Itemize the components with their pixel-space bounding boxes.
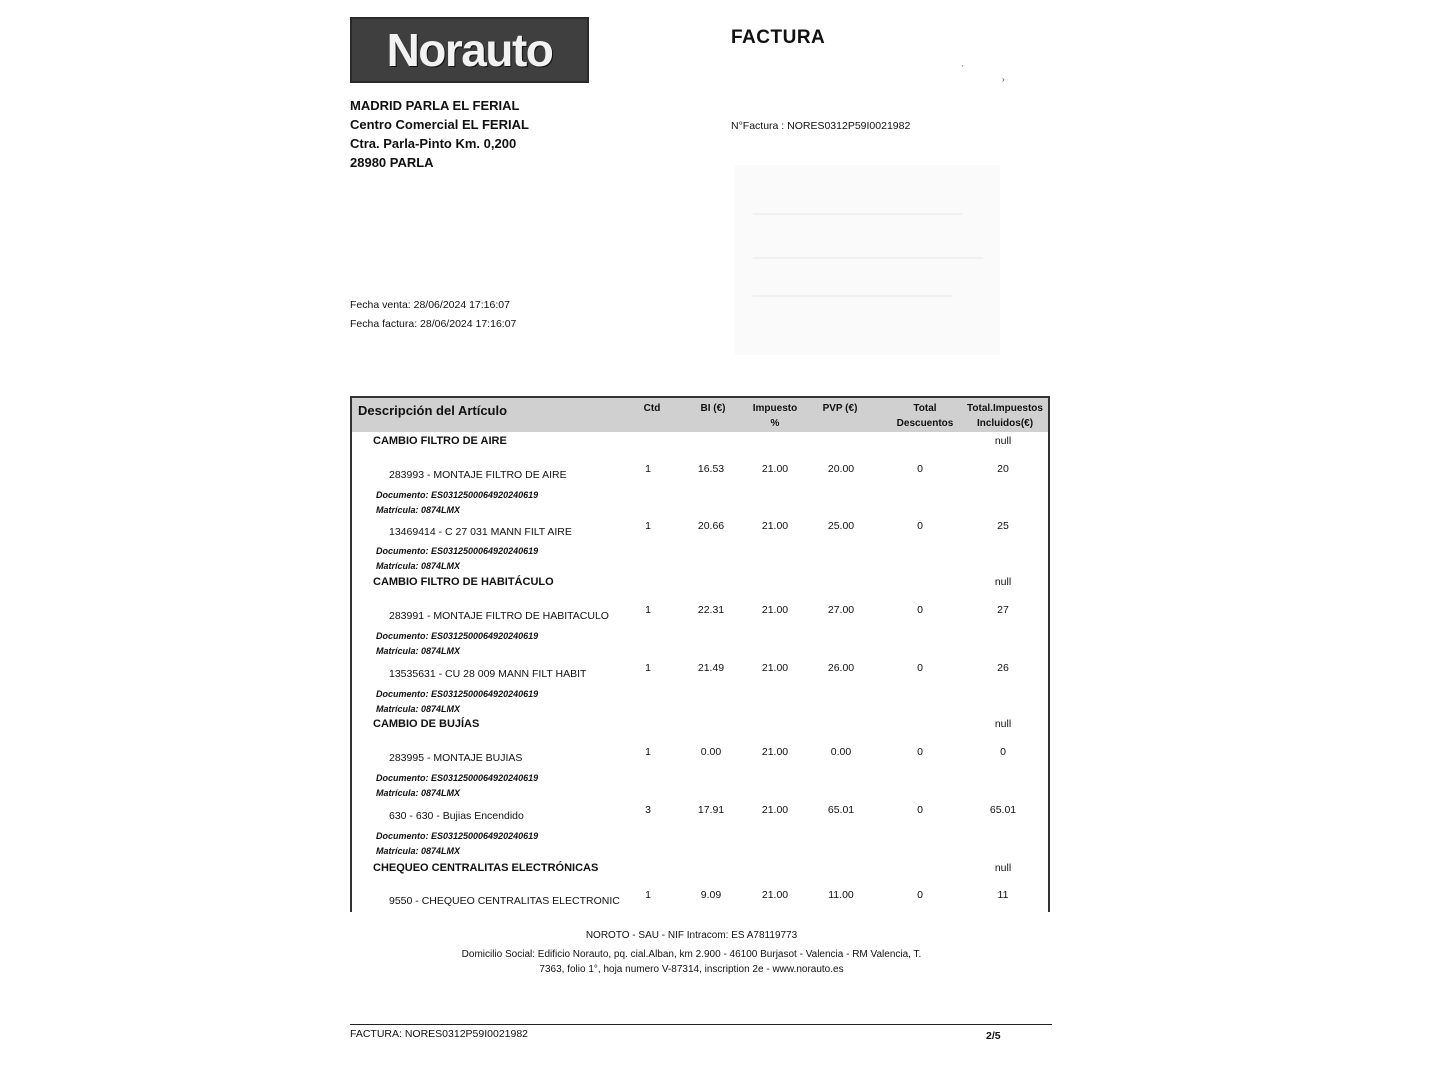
group-title: CAMBIO FILTRO DE AIRE [373, 435, 507, 447]
invoice-date: Fecha factura: 28/06/2024 17:16:07 [350, 318, 517, 330]
company-legal-line: NOROTO - SAU - NIF Intracom: ES A78119773 [585, 930, 798, 941]
column-header-discounts-line2: Descuentos [896, 418, 954, 429]
item-pvp: 26.00 [827, 662, 855, 674]
item-document: Documento: ES0312500064920240619 [376, 631, 539, 641]
item-plate: Matrícula: 0874LMX [376, 561, 461, 571]
item-plate: Matrícula: 0874LMX [376, 788, 461, 798]
document-title: FACTURA [731, 27, 826, 48]
item-bi: 17.91 [697, 804, 725, 816]
item-quantity: 1 [645, 604, 651, 616]
item-pvp: 11.00 [828, 889, 854, 901]
item-quantity: 1 [645, 520, 651, 532]
item-description: 13535631 - CU 28 009 MANN FILT HABIT [389, 668, 587, 680]
column-header-bi: BI (€) [700, 403, 726, 414]
item-discount: 0 [917, 662, 923, 674]
item-bi: 20.66 [697, 520, 725, 532]
item-discount: 0 [917, 463, 923, 475]
items-table [350, 396, 1050, 912]
footer-invoice-reference: FACTURA: NORES0312P59I0021982 [350, 1028, 529, 1040]
item-description: 13469414 - C 27 031 MANN FILT AIRE [389, 526, 572, 538]
item-bi: 9.09 [700, 889, 722, 901]
store-address-line: 28980 PARLA [350, 155, 434, 170]
registered-address-line: Domicilio Social: Edificio Norauto, pq. cial.Alban, km 2.900 - 46100 Burjasot - Valencia - RM Valencia, T. [461, 949, 922, 960]
item-total: 25 [997, 520, 1009, 532]
column-header-tax-line2: % [770, 418, 780, 429]
item-document: Documento: ES0312500064920240619 [376, 546, 539, 556]
scan-mark: ˏ [961, 58, 964, 67]
group-title: CAMBIO DE BUJÍAS [373, 718, 480, 730]
item-pvp: 65.01 [827, 804, 855, 816]
item-pvp: 20.00 [827, 463, 855, 475]
page-number: 2/5 [986, 1030, 1001, 1042]
column-header-total [960, 401, 1050, 431]
item-plate: Matrícula: 0874LMX [376, 704, 461, 714]
group-total: null [994, 862, 1012, 874]
item-total: 11 [997, 889, 1009, 901]
invoice-number: N°Factura : NORES0312P59I0021982 [731, 120, 911, 132]
item-tax: 21.00 [761, 889, 789, 901]
store-address-line: Ctra. Parla-Pinto Km. 0,200 [350, 136, 517, 151]
item-plate: Matrícula: 0874LMX [376, 846, 461, 856]
item-plate: Matrícula: 0874LMX [376, 505, 461, 515]
registry-line: 7363, folio 1°, hoja numero V-87314, inscription 2e - www.norauto.es [539, 964, 844, 975]
column-header-discounts-line1: Total [913, 403, 937, 414]
column-header-tax-line1: Impuesto [752, 403, 798, 414]
item-quantity: 1 [645, 662, 651, 674]
item-pvp: 27.00 [827, 604, 855, 616]
item-tax: 21.00 [761, 604, 789, 616]
item-discount: 0 [917, 520, 923, 532]
item-total: 27 [997, 604, 1009, 616]
item-tax: 21.00 [761, 520, 789, 532]
column-header-description: Descripción del Artículo [358, 403, 508, 418]
item-pvp: 25.00 [827, 520, 855, 532]
item-description: 9550 - CHEQUEO CENTRALITAS ELECTRONIC [389, 895, 620, 907]
group-title: CAMBIO FILTRO DE HABITÁCULO [373, 576, 554, 588]
item-document: Documento: ES0312500064920240619 [376, 689, 539, 699]
column-header-total-line2: Incluidos(€) [976, 418, 1034, 429]
item-description: 283991 - MONTAJE FILTRO DE HABITACULO [389, 610, 609, 622]
store-address-line: Centro Comercial EL FERIAL [350, 117, 529, 132]
item-quantity: 1 [645, 463, 651, 475]
item-tax: 21.00 [761, 746, 789, 758]
item-discount: 0 [917, 889, 923, 901]
item-quantity: 3 [645, 804, 651, 816]
redacted-customer-block [735, 165, 1000, 355]
group-total: null [994, 576, 1012, 588]
logo-text: Norauto [386, 24, 553, 76]
column-header-discounts [890, 401, 960, 431]
scan-mark: › [1002, 75, 1005, 84]
item-total: 65.01 [989, 804, 1017, 816]
item-bi: 16.53 [697, 463, 725, 475]
item-tax: 21.00 [761, 804, 789, 816]
item-total: 20 [997, 463, 1009, 475]
norauto-logo [350, 17, 589, 83]
item-description: 283993 - MONTAJE FILTRO DE AIRE [389, 469, 567, 481]
item-discount: 0 [917, 604, 923, 616]
group-total: null [994, 718, 1012, 730]
column-header-total-line1: Total.Impuestos [967, 403, 1043, 414]
item-tax: 21.00 [761, 463, 789, 475]
sale-date: Fecha venta: 28/06/2024 17:16:07 [350, 299, 510, 311]
group-title: CHEQUEO CENTRALITAS ELECTRÓNICAS [373, 862, 599, 874]
footer-divider [350, 1024, 1052, 1025]
item-total: 26 [997, 662, 1009, 674]
item-description: 630 - 630 - Bujias Encendido [389, 810, 524, 822]
item-bi: 0.00 [700, 746, 722, 758]
item-discount: 0 [917, 804, 923, 816]
item-total: 0 [1000, 746, 1006, 758]
item-bi: 21.49 [697, 662, 725, 674]
item-bi: 22.31 [697, 604, 725, 616]
item-tax: 21.00 [761, 662, 789, 674]
table-header [352, 398, 1048, 432]
store-name: MADRID PARLA EL FERIAL [350, 98, 520, 113]
item-quantity: 1 [645, 746, 651, 758]
item-pvp: 0.00 [830, 746, 852, 758]
item-document: Documento: ES0312500064920240619 [376, 773, 539, 783]
item-discount: 0 [917, 746, 923, 758]
column-header-quantity: Ctd [643, 403, 661, 414]
item-plate: Matrícula: 0874LMX [376, 646, 461, 656]
group-total: null [994, 435, 1012, 447]
item-quantity: 1 [645, 889, 651, 901]
column-header-tax [745, 401, 805, 431]
item-document: Documento: ES0312500064920240619 [376, 831, 539, 841]
column-header-pvp: PVP (€) [822, 403, 858, 414]
item-description: 283995 - MONTAJE BUJIAS [389, 752, 523, 764]
item-document: Documento: ES0312500064920240619 [376, 490, 539, 500]
